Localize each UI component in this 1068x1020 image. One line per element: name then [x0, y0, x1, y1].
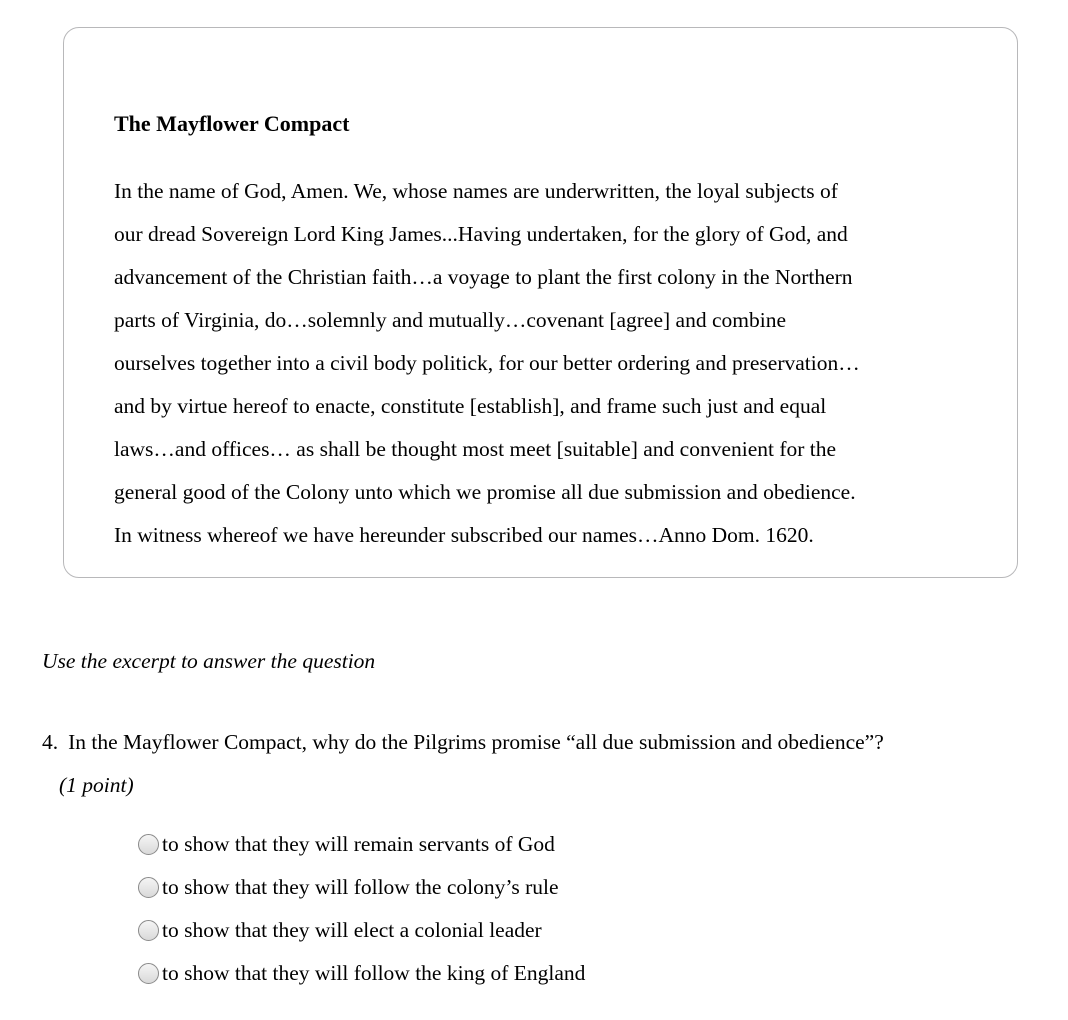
excerpt-line: and by virtue hereof to enacte, constitute [establish], and frame such just and equal	[114, 394, 827, 418]
radio-button-icon[interactable]	[138, 877, 159, 898]
excerpt-body	[114, 170, 967, 557]
excerpt-title: The Mayflower Compact	[114, 111, 350, 136]
answer-options	[138, 823, 585, 995]
instruction-text: Use the excerpt to answer the question	[42, 649, 376, 673]
excerpt-line: laws…and offices… as shall be thought most meet [suitable] and convenient for the	[114, 437, 837, 461]
excerpt-line: advancement of the Christian faith…a voyage to plant the first colony in the Northern	[114, 265, 853, 289]
question-body: In the Mayflower Compact, why do the Pilgrims promise “all due submission and obedience”?	[68, 730, 884, 754]
question-text	[42, 730, 884, 755]
option-label[interactable]: to show that they will follow the king of England	[162, 961, 586, 985]
answer-option[interactable]	[138, 909, 585, 952]
excerpt-card	[63, 27, 1018, 578]
excerpt-line: In witness whereof we have hereunder subscribed our names…Anno Dom. 1620.	[114, 523, 814, 547]
answer-option[interactable]	[138, 952, 585, 995]
option-label[interactable]: to show that they will remain servants of God	[162, 832, 555, 856]
option-label[interactable]: to show that they will elect a colonial leader	[162, 918, 542, 942]
excerpt-line: ourselves together into a civil body politick, for our better ordering and preservation…	[114, 351, 860, 375]
answer-option[interactable]	[138, 866, 585, 909]
question-number: 4.	[42, 730, 59, 754]
excerpt-line: In the name of God, Amen. We, whose names are underwritten, the loyal subjects of	[114, 179, 838, 203]
excerpt-line: general good of the Colony unto which we promise all due submission and obedience.	[114, 480, 856, 504]
radio-button-icon[interactable]	[138, 963, 159, 984]
radio-button-icon[interactable]	[138, 834, 159, 855]
points-label: (1 point)	[59, 773, 134, 797]
excerpt-line: parts of Virginia, do…solemnly and mutually…covenant [agree] and combine	[114, 308, 787, 332]
answer-option[interactable]	[138, 823, 585, 866]
radio-button-icon[interactable]	[138, 920, 159, 941]
excerpt-line: our dread Sovereign Lord King James...Having undertaken, for the glory of God, and	[114, 222, 848, 246]
option-label[interactable]: to show that they will follow the colony’s rule	[162, 875, 559, 899]
